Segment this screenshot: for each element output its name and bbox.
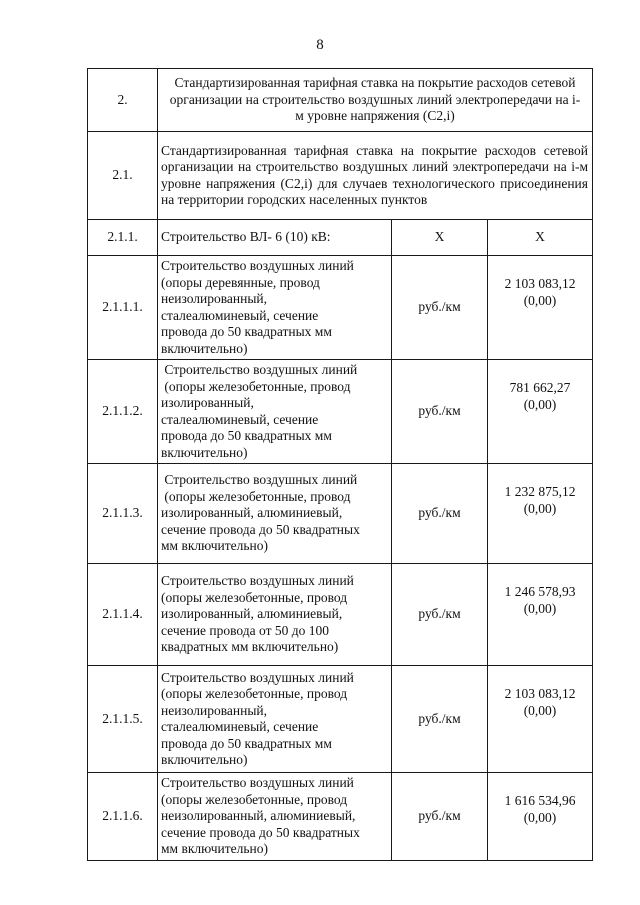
rate-row — [88, 564, 593, 666]
rate-row-value — [488, 564, 593, 666]
description-line: (опоры железобетонные, провод — [161, 378, 351, 394]
description-line: включительно) — [161, 444, 248, 460]
rate-row-number: 2.1.1.1. — [88, 256, 158, 360]
description-line: сталеалюминевый, сечение — [161, 719, 319, 734]
description-line: неизолированный, — [161, 702, 268, 718]
description-line: провода до 50 квадратных мм — [161, 735, 332, 751]
subsection-row — [88, 132, 593, 220]
description-line: провода до 50 квадратных мм — [161, 324, 332, 339]
description-line: изолированный, — [161, 395, 254, 410]
rate-row-unit: руб./км — [392, 360, 488, 464]
rate-row-number: 2.1.1.3. — [88, 464, 158, 564]
description-line: изолированный, алюминиевый, — [161, 606, 343, 622]
rate-row-value — [488, 464, 593, 564]
description-line: мм включительно) — [161, 841, 268, 856]
description-line: Строительство воздушных линий — [161, 669, 354, 685]
rate-row-number: 2.1.1.4. — [88, 564, 158, 666]
description-line: Строительство воздушных линий — [161, 472, 358, 488]
tariff-table — [87, 68, 593, 861]
section-number: 2. — [88, 69, 158, 132]
group-number: 2.1.1. — [88, 220, 158, 256]
rate-row-description — [158, 773, 392, 861]
description-line: сталеалюминевый, сечение — [161, 411, 319, 427]
rate-row-number: 2.1.1.5. — [88, 666, 158, 773]
description-line: квадратных мм включительно) — [161, 639, 339, 655]
rate-row-number: 2.1.1.2. — [88, 360, 158, 464]
section-row — [88, 69, 593, 132]
page-number: 8 — [316, 37, 324, 53]
description-line: включительно) — [161, 340, 248, 356]
rate-value-note: (0,00) — [523, 809, 557, 825]
group-row — [88, 220, 593, 256]
rate-row-description — [158, 256, 392, 360]
rate-row-value — [488, 773, 593, 861]
rate-row — [88, 773, 593, 861]
rate-row-description — [158, 564, 392, 666]
description-line: (опоры железобетонные, провод — [161, 686, 348, 701]
rate-value: 2 103 083,12 — [504, 686, 576, 701]
description-line: сталеалюминевый, сечение — [161, 307, 319, 323]
subsection-number: 2.1. — [88, 132, 158, 220]
description-line: сечение провода до 50 квадратных — [161, 824, 360, 840]
description-line: провода до 50 квадратных мм — [161, 428, 332, 443]
rate-value-note: (0,00) — [523, 396, 557, 412]
description-line: Строительство воздушных линий — [161, 775, 354, 790]
rate-row-value — [488, 256, 593, 360]
rate-row-unit: руб./км — [392, 564, 488, 666]
rate-row — [88, 666, 593, 773]
description-line: включительно) — [161, 752, 248, 767]
rate-value: 1 232 875,12 — [504, 484, 576, 499]
description-line: мм включительно) — [161, 538, 268, 554]
rate-row-unit: руб./км — [392, 773, 488, 861]
rate-row-unit: руб./км — [392, 464, 488, 564]
section-title: Стандартизированная тарифная ставка на покрытие расходов сетевой организации на строительство воздушных линий электропередачи на i-м уровне напряжения (С2,i) — [158, 69, 593, 132]
description-line: Строительство воздушных линий — [161, 573, 354, 589]
description-line: изолированный, алюминиевый, — [161, 505, 343, 521]
rate-row — [88, 464, 593, 564]
description-line: (опоры деревянные, провод — [161, 274, 320, 290]
group-value-mark: X — [488, 220, 593, 256]
description-line: Строительство воздушных линий — [161, 362, 358, 377]
rate-value-note: (0,00) — [523, 500, 557, 516]
description-line: Строительство воздушных линий — [161, 258, 354, 273]
rate-row-description — [158, 360, 392, 464]
rate-value: 1 246 578,93 — [504, 584, 576, 599]
group-unit-mark: X — [392, 220, 488, 256]
rate-row-unit: руб./км — [392, 256, 488, 360]
rate-row-value — [488, 666, 593, 773]
rate-value: 2 103 083,12 — [504, 276, 576, 291]
rate-row-description — [158, 666, 392, 773]
description-line: неизолированный, — [161, 291, 268, 306]
description-line: (опоры железобетонные, провод — [161, 488, 351, 504]
rate-row — [88, 360, 593, 464]
rate-rows — [88, 256, 593, 861]
rate-value-note: (0,00) — [523, 702, 557, 718]
subsection-title: Стандартизированная тарифная ставка на покрытие расходов сетевой организации на строительство воздушных линий электропередачи на i-м уровне напряжения (С2,i) для случаев технологического присоединения на территории городских населенных пунктов — [158, 132, 593, 220]
rate-row — [88, 256, 593, 360]
rate-value: 781 662,27 — [509, 380, 571, 395]
rate-row-value — [488, 360, 593, 464]
group-title: Строительство ВЛ- 6 (10) кВ: — [158, 220, 392, 256]
description-line: сечение провода от 50 до 100 — [161, 622, 329, 638]
rate-value-note: (0,00) — [523, 292, 557, 308]
description-line: (опоры железобетонные, провод — [161, 589, 348, 605]
rate-row-description — [158, 464, 392, 564]
description-line: (опоры железобетонные, провод — [161, 791, 348, 807]
rate-value-note: (0,00) — [523, 600, 557, 616]
rate-value: 1 616 534,96 — [504, 793, 576, 808]
rate-row-number: 2.1.1.6. — [88, 773, 158, 861]
description-line: неизолированный, алюминиевый, — [161, 808, 356, 823]
description-line: сечение провода до 50 квадратных — [161, 521, 360, 537]
rate-row-unit: руб./км — [392, 666, 488, 773]
